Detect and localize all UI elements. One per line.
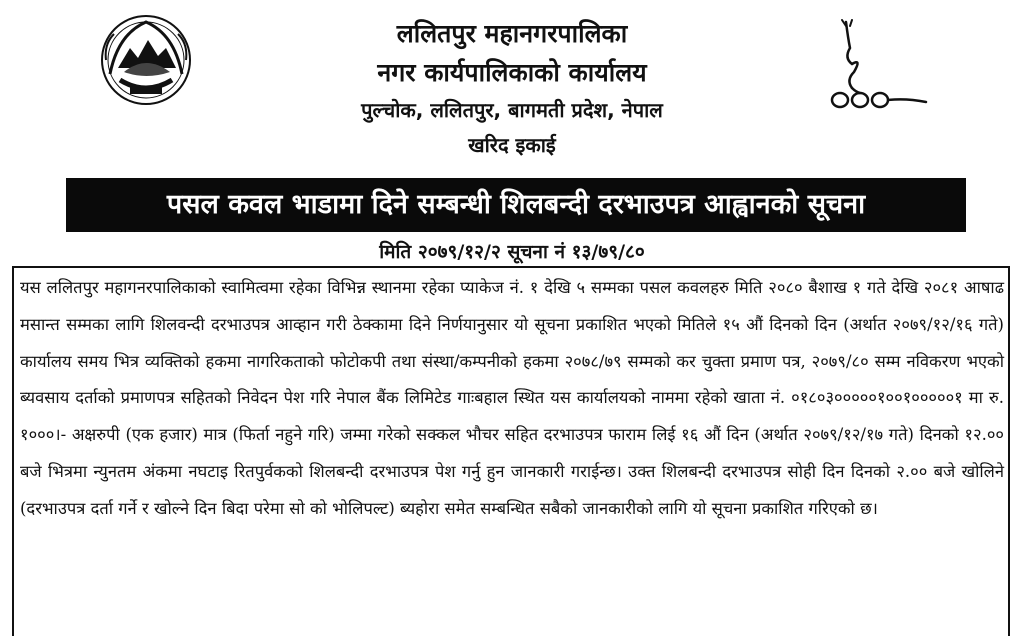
unit-name: खरिद इकाई (468, 133, 556, 157)
notice-title-banner: पसल कवल भाडामा दिने सम्बन्धी शिलबन्दी दरभाउपत्र आह्वानको सूचना (66, 178, 966, 232)
notice-body-text: यस ललितपुर महागनरपालिकाको स्वामित्वमा रहेका विभिन्न स्थानमा रहेका प्याकेज नं. १ देखि ५ सम्मका पसल कवलहरु मिति २०८० बैशाख १ गते देखि २०८१ आषाढ मसान्त सम्मका लागि शिलवन्दी दरभाउपत्र आव्हान गरी ठेक्कामा दिने निर्णयानुसार यो सूचना प्रकाशित भएको मितिले १५ औं दिनको दिन (अर्थात २०७९/१२/१६ गते) कार्यालय समय भित्र व्यक्तिको हकमा नागरिकताको फोटोकपी तथा संस्था/कम्पनीको हकमा २०७८/७९ सम्मको कर चुक्ता प्रमाण पत्र, २०७९/८० सम्म नविकरण भएको ब्यवसाय दर्ताको प्रमाणपत्र सहितको निवेदन पेश गरि नेपाल बैंक लिमिटेड गाःबहाल स्थित यस कार्यालयको नाममा रहेको खाता नं. ०१८०३०००००१००१०००००१ मा रु. १०००।- अक्षरुपी (एक हजार) मात्र (फिर्ता नहुने गरि) जम्मा गरेको सक्कल भौचर सहित दरभाउपत्र फाराम लिई १६ औं दिन (अर्थात २०७९/१२/१७ गते) दिनको १२.०० बजे भित्रमा न्युनतम अंकमा नघटाइ रितपुर्वकको शिलबन्दी दरभाउपत्र पेश गर्नु हुन जानकारी गराईन्छ। उक्त शिलबन्दी दरभाउपत्र सोही दिन दिनको २.०० बजे खोलिने (दरभाउपत्र दर्ता गर्ने र खोल्ने दिन बिदा परेमा सो को भोलिपल्ट) ब्यहोरा समेत सम्बन्धित सबैको जानकारीको लागि यो सूचना प्रकाशित गरिएको छ। (20, 278, 1004, 518)
office-name: नगर कार्यपालिकाको कार्यालय (377, 58, 647, 87)
notice-date-line: मिति २०७९/१२/२ सूचना नं १३/७९/८० (379, 241, 645, 263)
office-address: पुल्चोक, ललितपुर, बागमती प्रदेश, नेपाल (361, 98, 663, 122)
notice-header (0, 0, 1024, 170)
handwritten-signature-icon (826, 18, 930, 118)
org-name: ललितपुर महानगरपालिका (396, 19, 628, 48)
